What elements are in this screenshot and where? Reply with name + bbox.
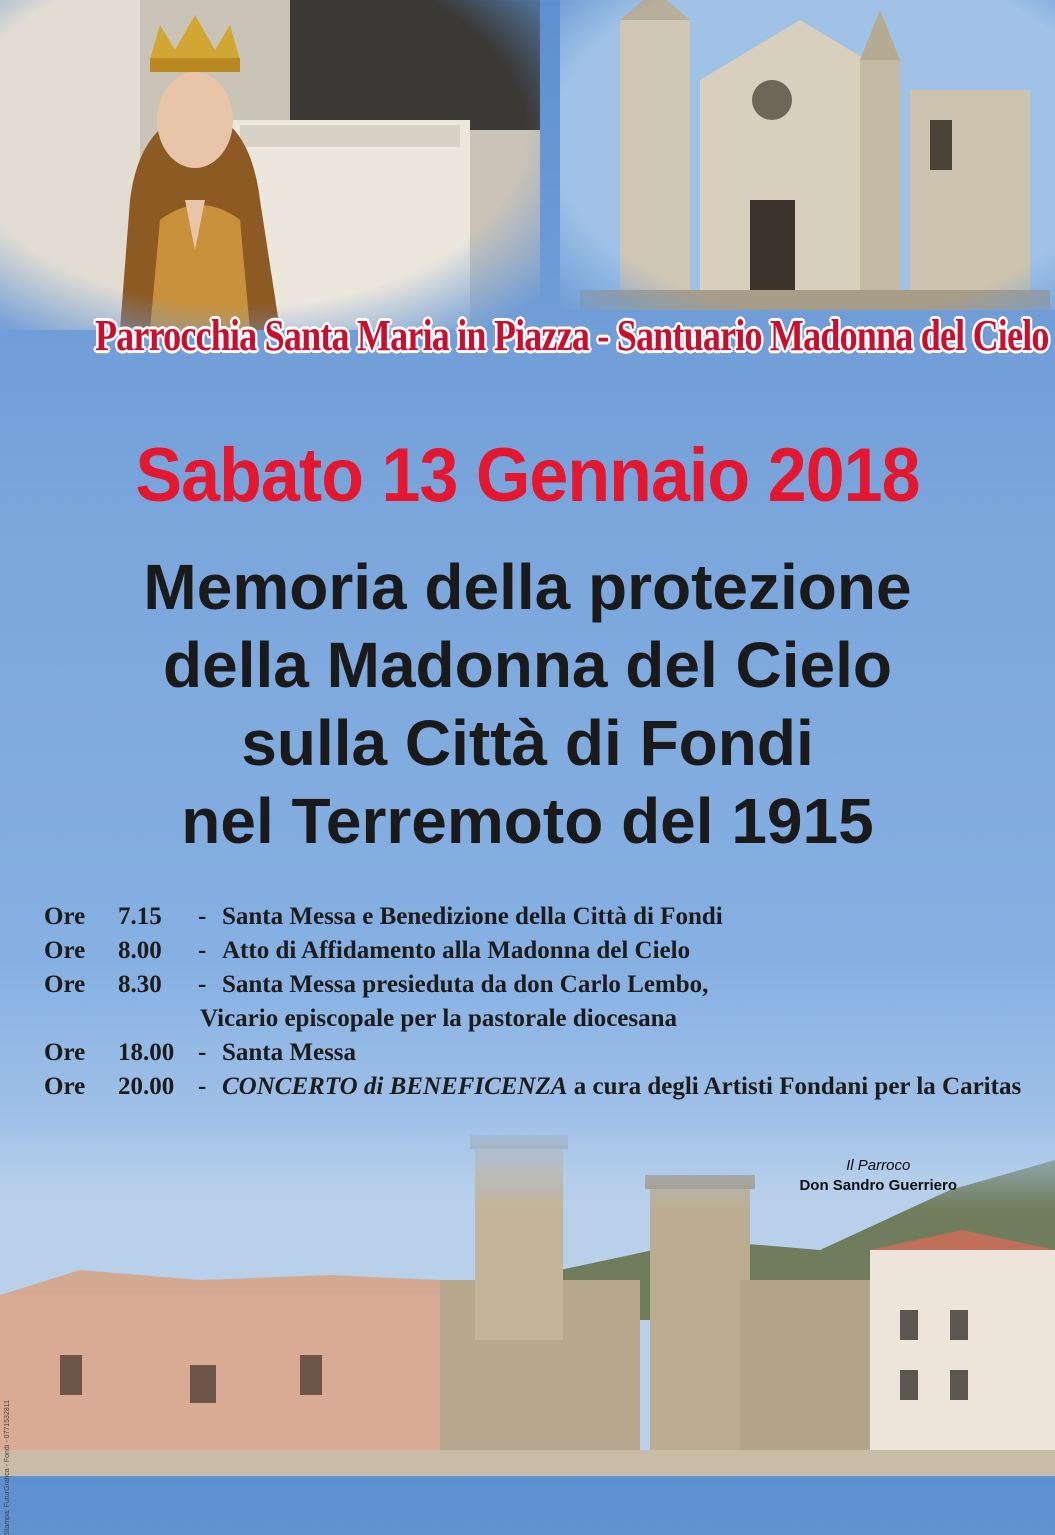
schedule-ore: Ore — [44, 1039, 86, 1066]
schedule-desc-continuation: Vicario episcopale per la pastorale diocesana — [200, 1005, 678, 1032]
schedule-dash: - — [198, 903, 207, 930]
print-note: Stampa: FuturGrafica - Fondi - 0771532811 — [4, 1400, 11, 1535]
schedule-dash: - — [198, 937, 207, 964]
headline-line: Memoria della protezione — [143, 551, 912, 623]
concert-desc: a cura degli Artisti Fondani per la Caritas — [567, 1073, 1022, 1100]
headline-line: sulla Città di Fondi — [241, 707, 814, 779]
schedule-item — [44, 1036, 1034, 1070]
parish-title: Parrocchia Santa Maria in Piazza - Santuario Madonna del Cielo — [94, 311, 1049, 360]
concert-title: CONCERTO di BENEFICENZA — [222, 1073, 568, 1100]
schedule-desc — [222, 1070, 1021, 1104]
headline-line: nel Terremoto del 1915 — [181, 785, 874, 857]
schedule-dash: - — [198, 971, 207, 998]
schedule-ore: Ore — [44, 937, 86, 964]
schedule-item — [44, 900, 1034, 934]
headline-line: della Madonna del Cielo — [163, 629, 892, 701]
schedule-dash: - — [198, 1039, 207, 1066]
schedule-item — [44, 968, 1034, 1002]
schedule-dash: - — [198, 1073, 207, 1100]
schedule-time: 20.00 — [118, 1073, 175, 1100]
schedule-item — [44, 934, 1034, 968]
schedule-ore: Ore — [44, 903, 86, 930]
schedule-time: 8.00 — [118, 937, 162, 964]
schedule-time: 8.30 — [118, 971, 162, 998]
schedule-list — [44, 900, 1034, 1104]
sanctuary-church-photo — [560, 0, 1055, 310]
schedule-ore: Ore — [44, 971, 86, 998]
schedule-desc: Santa Messa presieduta da don Carlo Lembo, — [222, 971, 709, 998]
signature-name: Don Sandro Guerriero — [799, 1177, 957, 1194]
schedule-ore: Ore — [44, 1073, 86, 1100]
schedule-item — [44, 1070, 1034, 1104]
event-headline — [0, 548, 1055, 860]
schedule-desc: Santa Messa — [222, 1039, 357, 1066]
schedule-desc: Santa Messa e Benedizione della Città di Fondi — [222, 903, 723, 930]
schedule-desc: Atto di Affidamento alla Madonna del Cielo — [222, 937, 691, 964]
schedule-time: 18.00 — [118, 1039, 175, 1066]
event-date: Sabato 13 Gennaio 2018 — [135, 433, 920, 518]
madonna-statue-photo — [0, 0, 540, 330]
signature-role: Il Parroco — [846, 1157, 911, 1174]
signature — [799, 1156, 957, 1196]
schedule-time: 7.15 — [118, 903, 162, 930]
